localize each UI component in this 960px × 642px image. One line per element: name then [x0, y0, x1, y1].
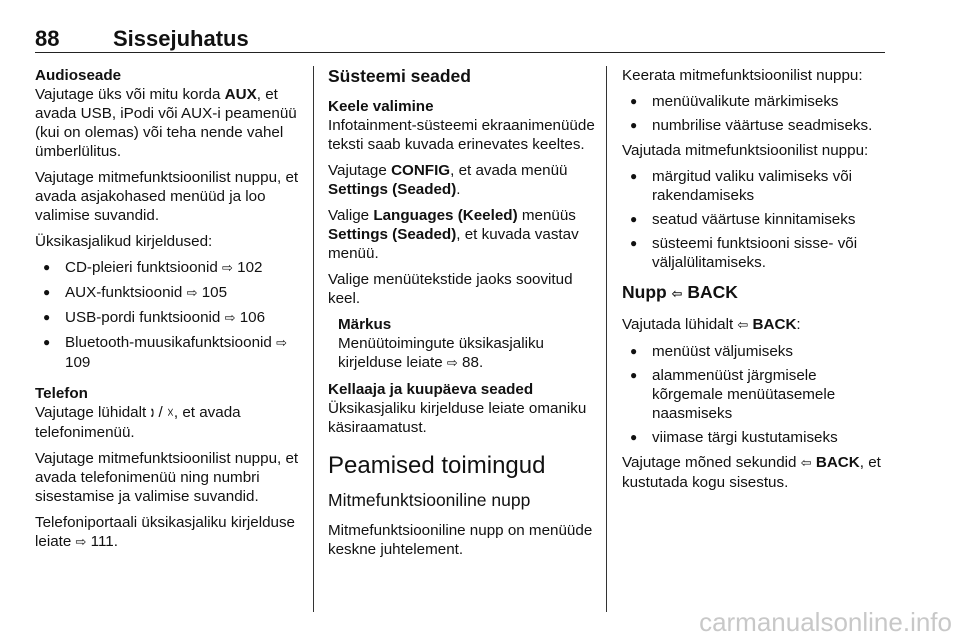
column-3	[622, 66, 890, 499]
page-header	[35, 24, 885, 52]
subheading-clock: Kellaaja ja kuupäeva seaded	[328, 381, 534, 398]
list-item: ● Bluetooth-muusikafunktsioonid ⇨ 109	[35, 333, 303, 372]
phone-icon: 🕽	[150, 406, 155, 421]
list-item: ● viimase tärgi kustutamiseks	[622, 428, 890, 447]
list-item: ● AUX-funktsioonid ⇨ 105	[35, 283, 303, 303]
reference-arrow-icon: ⇨	[224, 311, 236, 326]
column-2	[328, 66, 598, 566]
list-item: ● USB-pordi funktsioonid ⇨ 106	[35, 308, 303, 328]
paragraph: Valige Languages (Keeled) menüüs Settings (Seaded), et kuvada vastav menüü.	[328, 207, 579, 262]
paragraph: Vajutage lühidalt 🕽 / ☓, et avada telefonimenüü.	[35, 404, 241, 441]
section-heading-audio: Audioseade	[35, 67, 122, 84]
section-heading-phone: Telefon	[35, 385, 88, 402]
audio-list	[35, 258, 303, 372]
list-item: ● alammenüüst järgmisele kõrgemale menüütasemele naasmiseks	[622, 366, 890, 423]
list-item: ● numbrilise väärtuse seadmiseks.	[622, 116, 890, 135]
press-list	[622, 167, 890, 272]
paragraph: Keerata mitmefunktsioonilist nuppu:	[622, 67, 863, 84]
paragraph: Vajutada mitmefunktsioonilist nuppu:	[622, 142, 869, 159]
paragraph: Vajutage CONFIG, et avada menüü Settings (Seaded).	[328, 162, 568, 198]
page-ref-link[interactable]: 106	[239, 309, 266, 326]
back-arrow-icon: ⇦	[800, 456, 812, 471]
section-heading-system: Süsteemi seaded	[328, 66, 471, 86]
list-item: ● menüüvalikute märkimiseks	[622, 92, 890, 111]
column-divider	[313, 66, 314, 612]
paragraph: Üksikasjaliku kirjelduse leiate omaniku käsiraamatust.	[328, 400, 587, 436]
page-ref-link[interactable]: 111.	[90, 533, 118, 550]
paragraph: Telefoniportaali üksikasjaliku kirjelduse leiate ⇨ 111.	[35, 514, 296, 550]
turn-list	[622, 92, 890, 135]
page-number: 88	[35, 26, 60, 51]
page-ref-link[interactable]: 109	[65, 354, 91, 371]
paragraph: Vajutage mitmefunktsioonilist nuppu, et avada asjakohased menüüd ja loo valimise suvandid.	[35, 169, 299, 224]
list-item: ● märgitud valiku valimiseks või rakendamiseks	[622, 167, 890, 205]
note-title: Märkus	[338, 316, 392, 333]
paragraph: Mitmefunktsiooniline nupp on menüüde keskne juhtelement.	[328, 522, 593, 558]
page-ref-link[interactable]: 102	[237, 259, 263, 276]
page-title: Sissejuhatus	[113, 26, 249, 51]
reference-arrow-icon: ⇨	[222, 261, 233, 276]
note-text: Menüütoimingute üksikasjaliku kirjelduse leiate ⇨ 88.	[338, 335, 544, 371]
paragraph: Valige menüütekstide jaoks soovitud keel.	[328, 271, 573, 307]
page-ref-link[interactable]: 88.	[462, 354, 484, 371]
list-item: ● seatud väärtuse kinnitamiseks	[622, 210, 890, 229]
note-box	[328, 315, 598, 373]
chapter-heading-basic: Peamised toimingud	[328, 452, 546, 479]
paragraph: Üksikasjalikud kirjeldused:	[35, 233, 213, 250]
list-item: ● süsteemi funktsiooni sisse- või väljalülitamiseks.	[622, 234, 890, 272]
paragraph: Vajutage üks või mitu korda AUX, et avada USB, iPodi või AUX-i peamenüü (kui on olemas) või teha nende vahel ümberlülitus.	[35, 86, 297, 160]
reference-arrow-icon: ⇨	[446, 356, 458, 371]
watermark: carmanualsonline.info	[699, 607, 952, 637]
reference-arrow-icon: ⇨	[75, 535, 87, 550]
reference-arrow-icon: ⇨	[276, 336, 287, 351]
paragraph: Vajutage mitmefunktsioonilist nuppu, et avada telefonimenüü ning numbri sisestamise ja valimise suvandid.	[35, 450, 299, 505]
column-divider	[606, 66, 607, 612]
subheading-language: Keele valimine	[328, 98, 434, 115]
column-1	[35, 66, 303, 559]
back-arrow-icon: ⇦	[671, 287, 683, 302]
back-arrow-icon: ⇦	[737, 318, 749, 333]
paragraph: Vajutage mõned sekundid ⇦ BACK, et kustutada kogu sisestus.	[622, 454, 881, 491]
header-rule	[35, 52, 885, 53]
page-ref-link[interactable]: 105	[201, 284, 228, 301]
section-heading-back: Nupp ⇦ BACK	[622, 282, 738, 302]
subheading-knob: Mitmefunktsiooniline nupp	[328, 490, 531, 510]
paragraph: Infotainment-süsteemi ekraanimenüüde teksti saab kuvada erinevates keeltes.	[328, 117, 595, 153]
mute-icon: ☓	[166, 406, 174, 421]
list-item: ● CD-pleieri funktsioonid ⇨ 102	[35, 258, 303, 278]
reference-arrow-icon: ⇨	[186, 286, 198, 301]
back-list	[622, 342, 890, 447]
list-item: ● menüüst väljumiseks	[622, 342, 890, 361]
paragraph: Vajutada lühidalt ⇦ BACK:	[622, 316, 801, 333]
